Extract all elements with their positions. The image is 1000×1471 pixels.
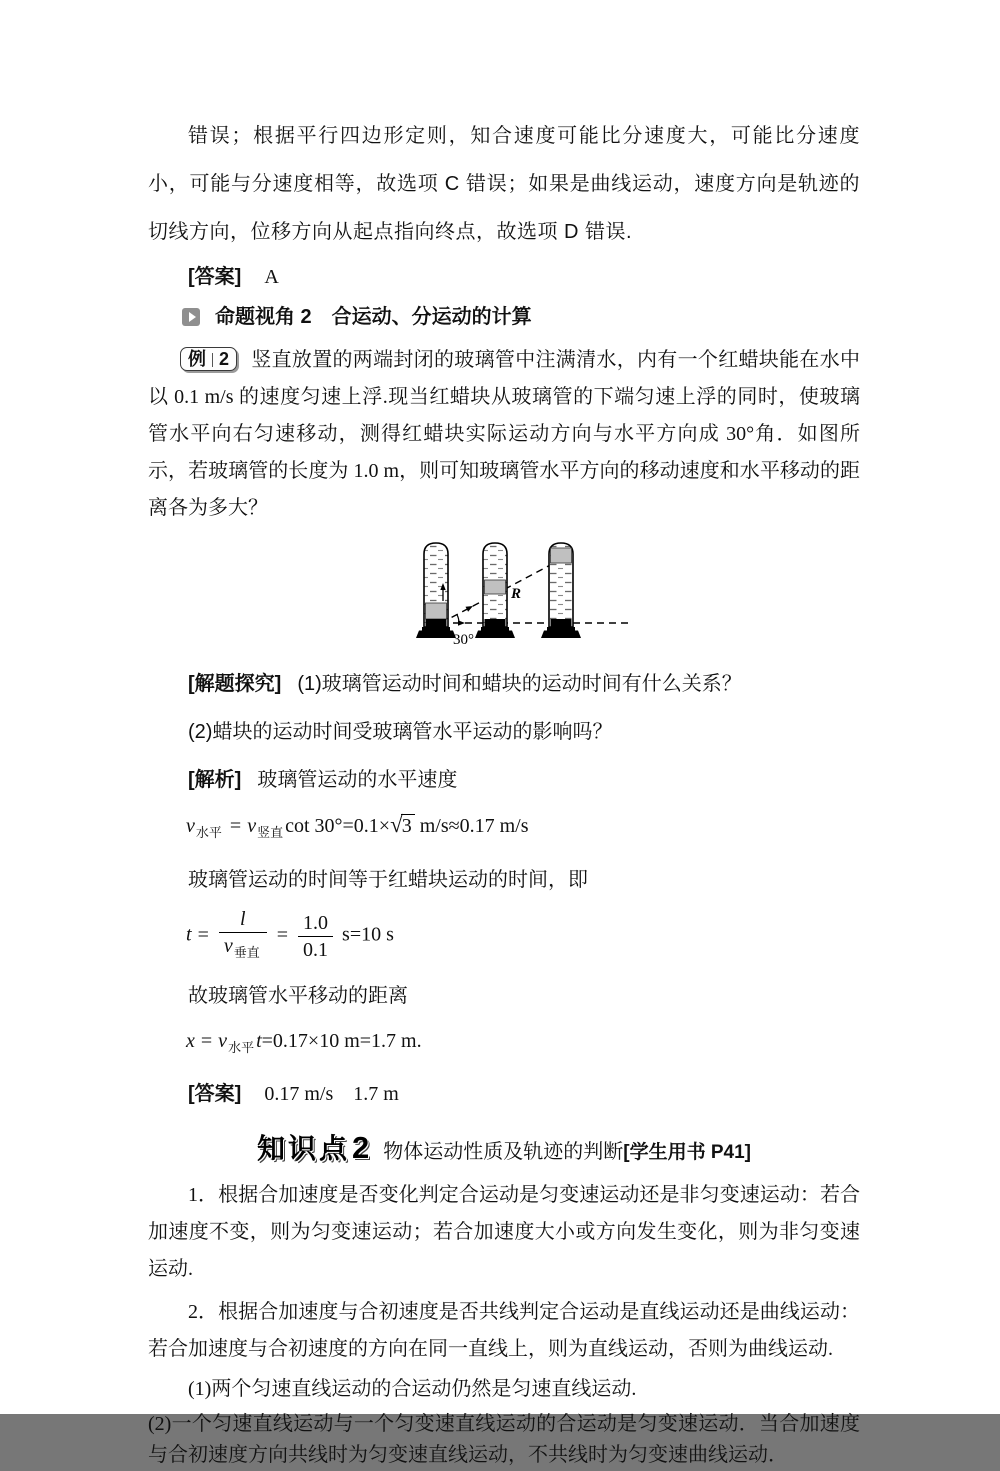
badge-li: 例: [188, 349, 206, 369]
tube-middle: [475, 543, 515, 638]
v-subscript-vertical: 竖直: [257, 825, 284, 840]
answer-label: [答案]: [188, 266, 242, 288]
den-v: v: [223, 935, 233, 957]
knowledge-subpoint-1: (1)两个匀速直线运动的合运动仍然是匀速直线运动.: [188, 1378, 637, 1400]
tube-right: [541, 543, 581, 638]
angle-arc: [457, 615, 459, 624]
angle-label: 30°: [453, 632, 474, 648]
badge-num: 2: [219, 349, 230, 369]
answer-line-1: [148, 260, 860, 294]
tube-left: [416, 543, 456, 638]
fraction-numeric: [298, 912, 333, 961]
analysis-line: [148, 766, 860, 794]
example-text: 竖直放置的两端封闭的玻璃管中注满清水，内有一个红蜡块能在水中以 0.1 m/s 的速度匀速上浮.现当红蜡块从玻璃管的下端匀速上浮的同时，使玻璃管水平向右匀速移动，测得红蜡块实际运动方向与水平方向成 30°角．如图所示，若玻璃管的长度为 1.0 m，则可知玻璃管水平方向的移动速度和水平移动的距离各为多大？: [148, 349, 860, 519]
v-variable-3: v: [218, 1030, 228, 1052]
knowledge-point-1: 1．根据合加速度是否变化判定合运动是匀变速运动还是非匀变速运动：若合加速度不变，则为匀变速运动；若合加速度大小或方向发生变化，则为非匀变速运动.: [148, 1184, 860, 1280]
example-paragraph: [148, 342, 860, 527]
knowledge-point-header: [148, 1127, 860, 1167]
distance-intro-line: 故玻璃管水平移动的距离: [188, 985, 408, 1007]
time-intro-line: 玻璃管运动的时间等于红蜡块运动的时间，即: [188, 869, 588, 891]
answer2-value: 0.17 m/s 1.7 m: [264, 1083, 399, 1105]
kp-text: 知识点: [256, 1133, 350, 1164]
v-variable-2: v: [247, 815, 257, 837]
kp-number: 2: [352, 1130, 370, 1165]
den-v-subscript: 垂直: [233, 945, 260, 960]
knowledge-subpoint-2: (2)一个匀速直线运动与一个匀变速直线运动的合运动是匀变速运动．当合加速度与合初速度方向共线时为匀变速直线运动，不共线时为匀变速曲线运动．: [148, 1413, 860, 1466]
explore-question-1: [148, 670, 860, 698]
explore-q1-text: (1)玻璃管运动时间和蜡块的运动时间有什么关系？: [297, 673, 742, 695]
t-variable: t: [186, 923, 192, 946]
example-badge: [180, 347, 237, 371]
equals-sign: =: [229, 815, 242, 837]
equals-sign-4: =: [200, 1030, 213, 1052]
explore-question-2: (2)蜡块的运动时间受玻璃管水平运动的影响吗？: [188, 721, 613, 743]
tube-figure: [178, 535, 860, 652]
v-variable: v: [186, 815, 195, 837]
topic-title: 命题视角 2 合运动、分运动的计算: [215, 306, 532, 328]
wax-block-right: [551, 548, 572, 563]
radicand: 3: [401, 814, 415, 837]
kp-book-ref: [学生用书 P41]: [623, 1142, 751, 1163]
explore-label: [解题探究]: [188, 673, 282, 695]
play-icon: [182, 308, 200, 326]
formula-distance: [186, 1026, 860, 1063]
equals-sign-2: =: [197, 923, 209, 946]
numerator-l: l: [240, 908, 246, 930]
formula-horizontal-velocity: [186, 810, 860, 848]
knowledge-point-2: 2．根据合加速度与合初速度是否共线判定合运动是直线运动还是曲线运动：若合加速度与合初速度的方向在同一直线上，则为直线运动，否则为曲线运动.: [148, 1301, 860, 1360]
badge-divider: [212, 353, 213, 367]
v-subscript-horizontal: 水平: [195, 825, 222, 840]
denominator-0-1: 0.1: [298, 936, 333, 961]
r-label: R: [511, 586, 522, 602]
equals-sign-3: =: [276, 923, 289, 946]
answer-value: A: [264, 266, 279, 288]
answer-line-2: [148, 1077, 860, 1111]
trajectory-lines: [441, 554, 631, 626]
denominator-v: [219, 932, 267, 964]
formula-time: [186, 908, 860, 964]
numerator-1-0: 1.0: [303, 911, 329, 934]
answer2-label: [答案]: [188, 1083, 242, 1105]
knowledge-point-badge: [256, 1130, 370, 1165]
time-result: s=10 s: [342, 923, 394, 946]
formula-result: m/s≈0.17 m/s: [419, 815, 529, 837]
wax-block-middle: [485, 580, 506, 594]
topic-heading: [148, 302, 860, 332]
analysis-text: 玻璃管运动的水平速度: [257, 769, 458, 791]
kp-subtitle: 物体运动性质及轨迹的判断: [383, 1141, 624, 1163]
tube-diagram-svg: [399, 535, 639, 647]
sqrt-symbol: √: [390, 812, 403, 837]
explanation-paragraph: 错误；根据平行四边形定则，知合速度可能比分速度大，可能比分速度小，可能与分速度相等，故选项 C 错误；如果是曲线运动，速度方向是轨迹的切线方向，位移方向从起点指向终点，故选项 D 错误.: [148, 125, 860, 243]
x-variable: x: [186, 1030, 195, 1052]
t-variable-2: t: [256, 1030, 262, 1052]
diagonal-arrowhead: [466, 606, 474, 612]
distance-result: =0.17×10 m=1.7 m.: [261, 1030, 422, 1052]
wax-block-left: [426, 603, 447, 619]
formula-middle: cot 30°=0.1×: [285, 815, 391, 837]
analysis-label: [解析]: [188, 769, 242, 791]
fraction-l-over-v: [219, 908, 267, 964]
v-subscript-horizontal-2: 水平: [228, 1040, 255, 1055]
